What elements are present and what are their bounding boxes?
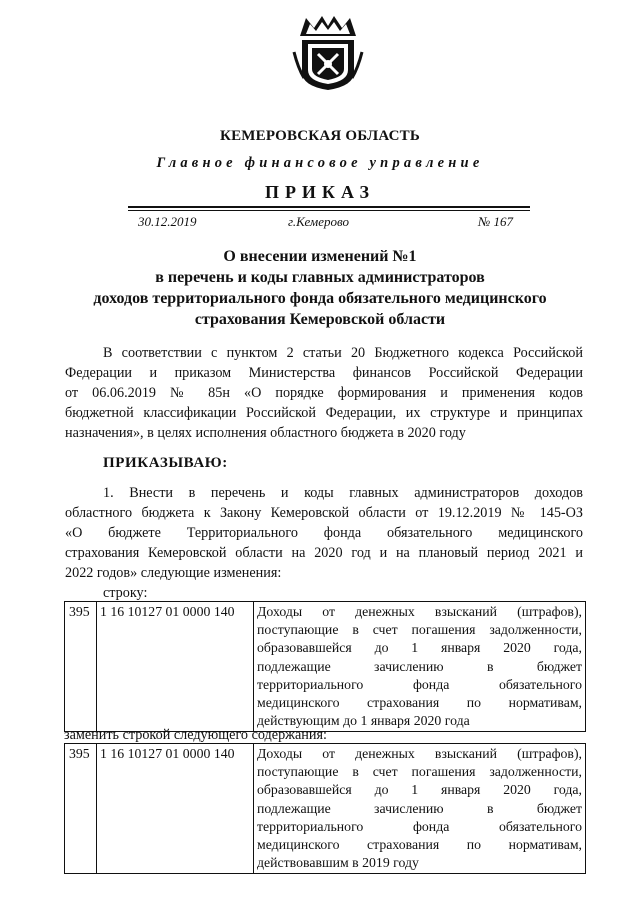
- admin-code-cell: 395: [65, 744, 97, 874]
- description-line: действующим до 1 января 2020 года: [257, 713, 470, 729]
- description-cell: [254, 744, 586, 874]
- description-line: подлежащие зачислению в бюджет: [257, 800, 582, 816]
- description-line: поступающие в счет погашения задолженности,: [257, 764, 582, 780]
- item-1-paragraph: [65, 483, 583, 583]
- header-rule-thin: [128, 210, 530, 211]
- old-row-table: [64, 601, 586, 732]
- income-code-cell: 1 16 10127 01 0000 140: [97, 744, 254, 874]
- document-title: [40, 246, 600, 330]
- preamble-line: бюджетной классификации Российской Федерации, их структуре и принципах: [65, 405, 583, 421]
- header-rule-thick: [128, 206, 530, 208]
- title-line: доходов территориального фонда обязательного медицинского: [93, 290, 547, 307]
- document-date: 30.12.2019: [138, 214, 197, 229]
- document-number: № 167: [478, 214, 514, 229]
- admin-code-cell: 395: [65, 602, 97, 732]
- description-line: образовавшейся до 1 января 2020 года,: [257, 640, 582, 656]
- description-line: территориального фонда обязательного: [257, 676, 582, 692]
- document-city: г.Кемерово: [288, 214, 349, 229]
- old-row-caption: строку:: [103, 585, 148, 601]
- item-1-line: страхования Кемеровской области на 2020 год и на плановый период 2021 и: [65, 545, 583, 561]
- description-line: территориального фонда обязательного: [257, 818, 582, 834]
- preamble-line: В соответствии с пунктом 2 статьи 20 Бюджетного кодекса Российской: [103, 345, 583, 361]
- description-cell: [254, 602, 586, 732]
- new-row-caption: заменить строкой следующего содержания:: [64, 727, 327, 743]
- table-row: [65, 744, 586, 874]
- order-directive: ПРИКАЗЫВАЮ:: [103, 455, 228, 471]
- new-row-table: [64, 743, 586, 874]
- description-line: подлежащие зачислению в бюджет: [257, 658, 582, 674]
- table-row: [65, 602, 586, 732]
- title-line: в перечень и коды главных администраторов: [155, 269, 485, 286]
- document-type: ПРИКАЗ: [264, 182, 376, 202]
- description-line: образовавшейся до 1 января 2020 года,: [257, 782, 582, 798]
- item-1-line: 2022 годов» следующие изменения:: [65, 565, 282, 581]
- coat-of-arms-emblem: [292, 12, 364, 92]
- title-line: О внесении изменений №1: [223, 248, 417, 265]
- item-1-line: «О бюджете Территориального фонда обязательного медицинского: [65, 525, 583, 541]
- preamble-paragraph: [65, 343, 583, 443]
- item-1-line: 1. Внести в перечень и коды главных администраторов доходов: [103, 485, 583, 501]
- title-line: страхования Кемеровской области: [194, 311, 446, 328]
- description-line: действовавшим в 2019 году: [257, 855, 419, 871]
- department-name: Главное финансовое управление: [156, 155, 484, 171]
- description-line: поступающие в счет погашения задолженности,: [257, 622, 582, 638]
- description-line: медицинского страхования по нормативам,: [257, 695, 582, 711]
- description-line: Доходы от денежных взысканий (штрафов),: [257, 746, 582, 761]
- description-line: медицинского страхования по нормативам,: [257, 837, 582, 853]
- region-name: КЕМЕРОВСКАЯ ОБЛАСТЬ: [220, 128, 420, 144]
- preamble-line: назначения», в целях исполнения областного бюджета в 2020 году: [65, 425, 466, 441]
- item-1-line: областного бюджета к Закону Кемеровской области от 19.12.2019 № 145-ОЗ: [65, 505, 583, 521]
- description-line: Доходы от денежных взысканий (штрафов),: [257, 604, 582, 619]
- preamble-line: от 06.06.2019 № 85н «О порядке формирования и применения кодов: [65, 385, 583, 401]
- preamble-line: Федерации и приказом Министерства финансов Российской Федерации: [65, 365, 583, 381]
- income-code-cell: 1 16 10127 01 0000 140: [97, 602, 254, 732]
